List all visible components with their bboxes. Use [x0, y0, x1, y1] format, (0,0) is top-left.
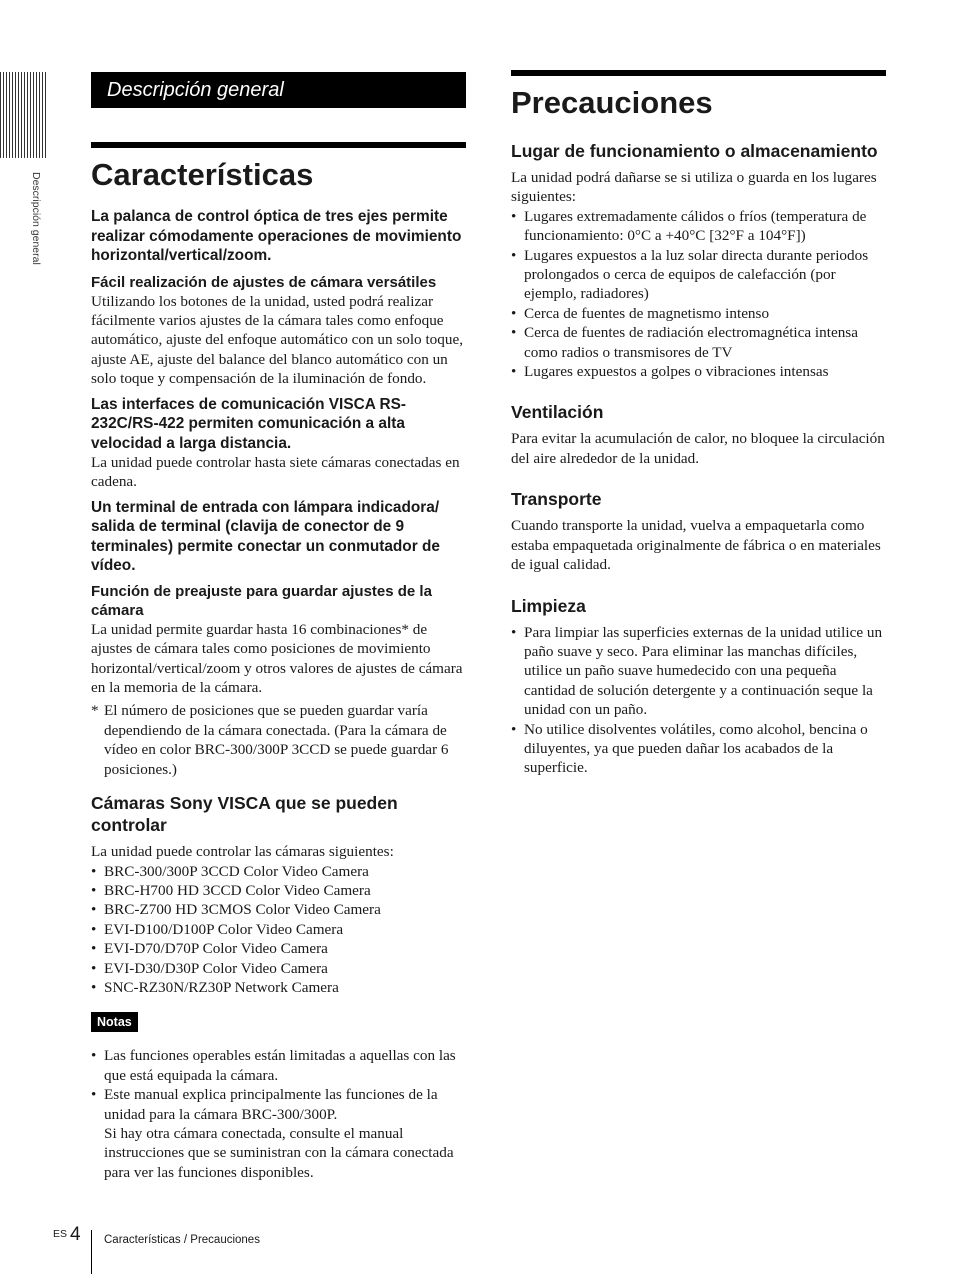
page-title: Características [91, 157, 314, 192]
list-item: • Lugares expuestos a la luz solar directa durante periodos prolongados o cerca de equipos de calefacción (por ejemplo, radiadores) [511, 246, 886, 304]
list-item: • BRC-300/300P 3CCD Color Video Camera [91, 862, 466, 881]
section-edge-marker [0, 72, 46, 158]
transport-body: Cuando transporte la unidad, vuelva a empaquetarla como estaba empaquetada originalmente de fábrica o en materiales de igual calidad. [511, 517, 881, 574]
location-heading: Lugar de funcionamiento o almacenamiento [511, 141, 878, 161]
list-item: • EVI-D30/D30P Color Video Camera [91, 959, 466, 978]
list-item: • EVI-D100/D100P Color Video Camera [91, 920, 466, 939]
feature-title: Función de preajuste para guardar ajustes de la cámara [91, 582, 432, 619]
list-item [91, 1085, 466, 1182]
list-item: • Lugares expuestos a golpes o vibraciones intensas [511, 362, 886, 381]
ventilation-body: Para evitar la acumulación de calor, no bloquee la circulación del aire alrededor de la unidad. [511, 430, 885, 467]
list-item: • Las funciones operables están limitadas a aquellas con las que está equipada la cámara. [91, 1046, 466, 1085]
list-item: • Lugares extremadamente cálidos o fríos (temperatura de funcionamiento: 0°C a +40°C [32°F a 104°F]) [511, 207, 886, 246]
list-item: • BRC-Z700 HD 3CMOS Color Video Camera [91, 900, 466, 919]
feature-body: La unidad permite guardar hasta 16 combinaciones* de ajustes de cámara tales como posiciones de movimiento horizontal/vertical/zoom y otros valores de ajustes de cámara en la memoria de la cámara. [91, 620, 463, 697]
feature-title: Fácil realización de ajustes de cámara versátiles [91, 273, 437, 291]
ventilation-heading: Ventilación [511, 402, 604, 423]
list-item: • EVI-D70/D70P Color Video Camera [91, 939, 466, 958]
location-intro: La unidad podrá dañarse se si utiliza o guarda en los lugares siguientes: [511, 169, 877, 206]
feature-title: Las interfaces de comunicación VISCA RS-232C/RS-422 permiten comunicación a alta velocidad a larga distancia. [91, 395, 407, 452]
notes-label: Notas [91, 1012, 138, 1032]
feature-title: La palanca de control óptica de tres ejes permite realizar cómodamente operaciones de movimiento horizontal/vertical/zoom. [91, 208, 462, 264]
note-continuation: Si hay otra cámara conectada, consulte el manual instrucciones que se suministran con la cámara conectada para ver las funciones disponibles. [104, 1124, 454, 1181]
list-item: • Cerca de fuentes de radiación electromagnética intensa como radios o transmisores de TV [511, 323, 886, 362]
transport-heading: Transporte [511, 489, 602, 510]
feature-body: La unidad puede controlar hasta siete cámaras conectadas en cadena. [91, 454, 460, 491]
feature-body: Utilizando los botones de la unidad, usted podrá realizar fácilmente varios ajustes de la cámara tales como enfoque automático, ajuste del enfoque automático con un solo toque, ajuste AE, ajuste del balance del blanco automático con un solo toque y compensación de la iluminación de fondo. [91, 292, 463, 388]
list-item: • Cerca de fuentes de magnetismo intenso [511, 304, 886, 323]
footnote [91, 701, 466, 779]
footer-divider [91, 1230, 92, 1274]
footer-language: ES [53, 1228, 68, 1240]
footer-title: Características / Precauciones [104, 1234, 260, 1246]
list-item: • No utilice disolventes volátiles, como alcohol, bencina o diluyentes, ya que pueden dañar los acabados de la superficie. [511, 720, 886, 778]
location-list [511, 207, 886, 382]
heading-rule [91, 142, 466, 148]
cameras-intro: La unidad puede controlar las cámaras siguientes: [91, 843, 394, 861]
heading-rule [511, 70, 886, 76]
cleaning-list [511, 623, 886, 778]
page-number: 4 [70, 1224, 81, 1245]
footnote-mark: * [91, 702, 99, 720]
feature-title: Un terminal de entrada con lámpara indicadora/ salida de terminal (clavija de conector de 9 terminales) permite conectar un conmutador de vídeo. [91, 498, 440, 575]
cameras-heading: Cámaras Sony VISCA que se pueden controlar [91, 793, 398, 836]
section-band: Descripción general [91, 72, 466, 108]
left-column [91, 72, 466, 1182]
notes-list [91, 1046, 466, 1182]
list-item: • Para limpiar las superficies externas de la unidad utilice un paño suave y seco. Para eliminar las manchas difíciles, utilice un paño suave humedecido con una pequeña cantidad de solución detergente y a continuación seque la unidad con un paño. [511, 623, 886, 720]
list-item: • BRC-H700 HD 3CCD Color Video Camera [91, 881, 466, 900]
note-text: Este manual explica principalmente las funciones de la unidad para la cámara BRC-300/300P. [104, 1086, 438, 1123]
cleaning-heading: Limpieza [511, 595, 586, 616]
list-item: • SNC-RZ30N/RZ30P Network Camera [91, 978, 466, 997]
side-section-label: Descripción general [30, 172, 42, 265]
right-column [511, 70, 886, 778]
footnote-text: El número de posiciones que se pueden guardar varía dependiendo de la cámara conectada. (Para la cámara de vídeo en color BRC-300/300P 3CCD se puede guardar 6 posiciones.) [104, 702, 449, 778]
page-title: Precauciones [511, 85, 713, 120]
cameras-list [91, 862, 466, 998]
